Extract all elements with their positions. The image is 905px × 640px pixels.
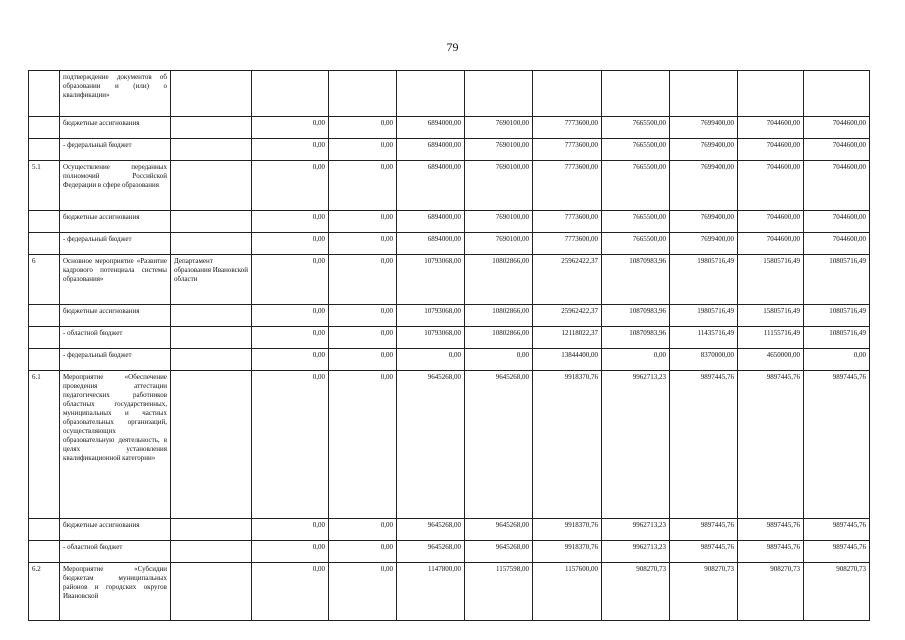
row-index-cell [29, 349, 60, 371]
row-description-cell: Мероприятие «Субсидии бюджетам муниципальных районов и городских округов Ивановской [60, 563, 171, 621]
row-value-cell: 9645268,00 [397, 519, 465, 541]
row-description-cell: - областной бюджет [60, 541, 171, 563]
row-value-cell: 7665500,00 [602, 233, 670, 255]
row-value-cell: 9897445,76 [670, 541, 738, 563]
row-value-cell: 19805716,49 [670, 255, 738, 305]
row-value-cell: 6894000,00 [397, 233, 465, 255]
row-value-cell: 0,00 [329, 255, 397, 305]
row-value-cell [465, 71, 533, 117]
row-value-cell: 10802866,00 [465, 305, 533, 327]
row-value-cell [329, 71, 397, 117]
row-index-cell [29, 327, 60, 349]
row-executor-cell [171, 327, 252, 349]
row-value-cell: 0,00 [252, 233, 329, 255]
row-value-cell: 0,00 [329, 563, 397, 621]
row-value-cell: 0,00 [252, 327, 329, 349]
row-value-cell [738, 71, 804, 117]
row-value-cell: 0,00 [252, 255, 329, 305]
row-value-cell: 0,00 [329, 305, 397, 327]
row-value-cell: 0,00 [329, 541, 397, 563]
row-index-cell [29, 139, 60, 161]
table-row [29, 117, 870, 139]
row-index-cell: 6.2 [29, 563, 60, 621]
row-executor-cell [171, 211, 252, 233]
table-row [29, 541, 870, 563]
row-value-cell: 8370000,00 [670, 349, 738, 371]
row-value-cell: 10805716,49 [804, 305, 870, 327]
row-value-cell: 11435716,49 [670, 327, 738, 349]
row-value-cell: 7044600,00 [738, 233, 804, 255]
row-description-cell: - федеральный бюджет [60, 139, 171, 161]
row-description-cell: бюджетные ассигнования [60, 519, 171, 541]
row-value-cell: 13844400,00 [533, 349, 602, 371]
row-value-cell: 15805716,49 [738, 255, 804, 305]
row-value-cell: 0,00 [252, 117, 329, 139]
row-value-cell: 9897445,76 [804, 371, 870, 519]
row-value-cell: 9645268,00 [397, 541, 465, 563]
row-value-cell [670, 71, 738, 117]
row-value-cell: 9645268,00 [465, 371, 533, 519]
row-executor-cell [171, 161, 252, 211]
row-value-cell: 0,00 [329, 519, 397, 541]
row-index-cell: 6.1 [29, 371, 60, 519]
row-value-cell [397, 71, 465, 117]
row-value-cell: 7773600,00 [533, 211, 602, 233]
page-number: 79 [446, 40, 459, 54]
row-value-cell: 9897445,76 [804, 541, 870, 563]
row-value-cell: 6894000,00 [397, 117, 465, 139]
row-value-cell: 10870983,96 [602, 305, 670, 327]
row-value-cell: 9645268,00 [465, 541, 533, 563]
row-index-cell [29, 519, 60, 541]
table-row [29, 233, 870, 255]
row-value-cell: 9897445,76 [804, 519, 870, 541]
row-description-cell: бюджетные ассигнования [60, 117, 171, 139]
row-executor-cell: Департамент образования Ивановской области [171, 255, 252, 305]
row-value-cell: 0,00 [252, 563, 329, 621]
row-value-cell: 908270,73 [602, 563, 670, 621]
row-description-cell: Мероприятие «Обеспечение проведения аттестации педагогических работников областных государственных, муниципальных и частных образовательных организаций, осуществляющих образовательную деятельность, в целях установления квалификационной категории» [60, 371, 171, 519]
row-value-cell: 7044600,00 [804, 211, 870, 233]
row-value-cell: 0,00 [397, 349, 465, 371]
table-row [29, 71, 870, 117]
row-description-cell: бюджетные ассигнования [60, 211, 171, 233]
row-value-cell: 10793068,00 [397, 255, 465, 305]
row-value-cell: 0,00 [329, 139, 397, 161]
row-description-cell: бюджетные ассигнования [60, 305, 171, 327]
row-index-cell [29, 117, 60, 139]
row-value-cell: 0,00 [252, 161, 329, 211]
row-executor-cell [171, 117, 252, 139]
row-value-cell: 9918370,76 [533, 519, 602, 541]
row-value-cell [533, 71, 602, 117]
row-value-cell: 7665500,00 [602, 139, 670, 161]
row-value-cell: 10793068,00 [397, 327, 465, 349]
row-executor-cell [171, 519, 252, 541]
row-value-cell: 0,00 [252, 519, 329, 541]
row-value-cell: 9918370,76 [533, 541, 602, 563]
row-value-cell: 7665500,00 [602, 211, 670, 233]
row-value-cell: 4650000,00 [738, 349, 804, 371]
row-value-cell: 7044600,00 [804, 233, 870, 255]
row-value-cell [602, 71, 670, 117]
row-value-cell: 0,00 [252, 371, 329, 519]
row-value-cell: 10802866,00 [465, 327, 533, 349]
table-row [29, 563, 870, 621]
row-value-cell: 10870983,96 [602, 327, 670, 349]
row-value-cell: 9897445,76 [738, 519, 804, 541]
row-index-cell: 5.1 [29, 161, 60, 211]
row-value-cell [804, 71, 870, 117]
row-value-cell: 7690100,00 [465, 233, 533, 255]
row-value-cell: 7773600,00 [533, 161, 602, 211]
table-row [29, 211, 870, 233]
table-row [29, 139, 870, 161]
row-value-cell: 1147800,00 [397, 563, 465, 621]
row-value-cell: 0,00 [329, 327, 397, 349]
row-value-cell: 0,00 [252, 211, 329, 233]
row-value-cell [252, 71, 329, 117]
row-value-cell: 9962713,23 [602, 371, 670, 519]
row-value-cell: 9918370,76 [533, 371, 602, 519]
row-value-cell: 7044600,00 [804, 139, 870, 161]
row-executor-cell [171, 563, 252, 621]
row-executor-cell [171, 349, 252, 371]
row-value-cell: 10805716,49 [804, 327, 870, 349]
row-value-cell: 9645268,00 [465, 519, 533, 541]
row-executor-cell [171, 139, 252, 161]
row-value-cell: 7044600,00 [738, 211, 804, 233]
row-index-cell [29, 71, 60, 117]
row-value-cell: 0,00 [804, 349, 870, 371]
row-value-cell: 10793068,00 [397, 305, 465, 327]
row-index-cell [29, 211, 60, 233]
row-value-cell: 0,00 [602, 349, 670, 371]
table-row [29, 161, 870, 211]
row-value-cell: 9897445,76 [738, 541, 804, 563]
row-value-cell: 9897445,76 [738, 371, 804, 519]
row-value-cell: 0,00 [329, 349, 397, 371]
row-value-cell: 12118022,37 [533, 327, 602, 349]
row-value-cell: 9962713,23 [602, 541, 670, 563]
row-value-cell: 7773600,00 [533, 139, 602, 161]
row-executor-cell [171, 305, 252, 327]
row-value-cell: 15805716,49 [738, 305, 804, 327]
row-value-cell: 0,00 [329, 211, 397, 233]
row-value-cell: 6894000,00 [397, 139, 465, 161]
row-value-cell: 0,00 [329, 161, 397, 211]
row-description-cell: Основное мероприятие «Развитие кадрового потенциала системы образования» [60, 255, 171, 305]
row-value-cell: 0,00 [329, 371, 397, 519]
table-row [29, 255, 870, 305]
row-value-cell: 7044600,00 [738, 161, 804, 211]
row-value-cell: 908270,73 [804, 563, 870, 621]
row-value-cell: 0,00 [329, 233, 397, 255]
row-description-cell: - федеральный бюджет [60, 233, 171, 255]
row-value-cell: 9645268,00 [397, 371, 465, 519]
row-value-cell: 0,00 [252, 541, 329, 563]
row-value-cell: 9897445,76 [670, 519, 738, 541]
row-executor-cell [171, 233, 252, 255]
row-value-cell: 7044600,00 [804, 117, 870, 139]
row-value-cell: 10805716,49 [804, 255, 870, 305]
row-value-cell: 7773600,00 [533, 117, 602, 139]
row-value-cell: 7699400,00 [670, 233, 738, 255]
row-value-cell: 10802866,00 [465, 255, 533, 305]
row-value-cell: 6894000,00 [397, 161, 465, 211]
row-value-cell: 7044600,00 [738, 117, 804, 139]
row-description-cell: - федеральный бюджет [60, 349, 171, 371]
row-description-cell: Осуществление переданных полномочий Российской Федерации в сфере образования [60, 161, 171, 211]
row-value-cell: 7690100,00 [465, 139, 533, 161]
row-value-cell: 9897445,76 [670, 371, 738, 519]
row-value-cell: 19805716,49 [670, 305, 738, 327]
table-row [29, 327, 870, 349]
row-value-cell: 1157598,00 [465, 563, 533, 621]
row-index-cell [29, 305, 60, 327]
row-value-cell: 9962713,23 [602, 519, 670, 541]
row-value-cell: 908270,73 [670, 563, 738, 621]
row-value-cell: 7690100,00 [465, 117, 533, 139]
row-executor-cell [171, 371, 252, 519]
row-value-cell: 7665500,00 [602, 161, 670, 211]
row-value-cell: 7773600,00 [533, 233, 602, 255]
row-value-cell: 7699400,00 [670, 161, 738, 211]
row-value-cell: 7665500,00 [602, 117, 670, 139]
row-value-cell: 0,00 [252, 139, 329, 161]
row-value-cell: 0,00 [252, 349, 329, 371]
row-value-cell: 25962422,37 [533, 305, 602, 327]
table-row [29, 371, 870, 519]
table-row [29, 305, 870, 327]
row-value-cell: 6894000,00 [397, 211, 465, 233]
row-value-cell: 0,00 [465, 349, 533, 371]
budget-table [28, 70, 870, 621]
row-value-cell: 25962422,37 [533, 255, 602, 305]
row-value-cell: 7044600,00 [738, 139, 804, 161]
row-value-cell: 0,00 [252, 305, 329, 327]
row-index-cell [29, 541, 60, 563]
row-value-cell: 7699400,00 [670, 117, 738, 139]
row-description-cell: подтверждение документов об образовании и (или) о квалификации» [60, 71, 171, 117]
row-value-cell: 7690100,00 [465, 161, 533, 211]
row-value-cell: 0,00 [329, 117, 397, 139]
table-row [29, 349, 870, 371]
table-body [29, 71, 870, 621]
row-executor-cell [171, 71, 252, 117]
row-index-cell: 6 [29, 255, 60, 305]
row-index-cell [29, 233, 60, 255]
row-value-cell: 7044600,00 [804, 161, 870, 211]
row-value-cell: 1157600,00 [533, 563, 602, 621]
row-value-cell: 11155716,49 [738, 327, 804, 349]
row-value-cell: 7690100,00 [465, 211, 533, 233]
row-value-cell: 7699400,00 [670, 211, 738, 233]
table-row [29, 519, 870, 541]
row-value-cell: 908270,73 [738, 563, 804, 621]
row-value-cell: 10870983,96 [602, 255, 670, 305]
row-description-cell: - областной бюджет [60, 327, 171, 349]
row-executor-cell [171, 541, 252, 563]
row-value-cell: 7699400,00 [670, 139, 738, 161]
